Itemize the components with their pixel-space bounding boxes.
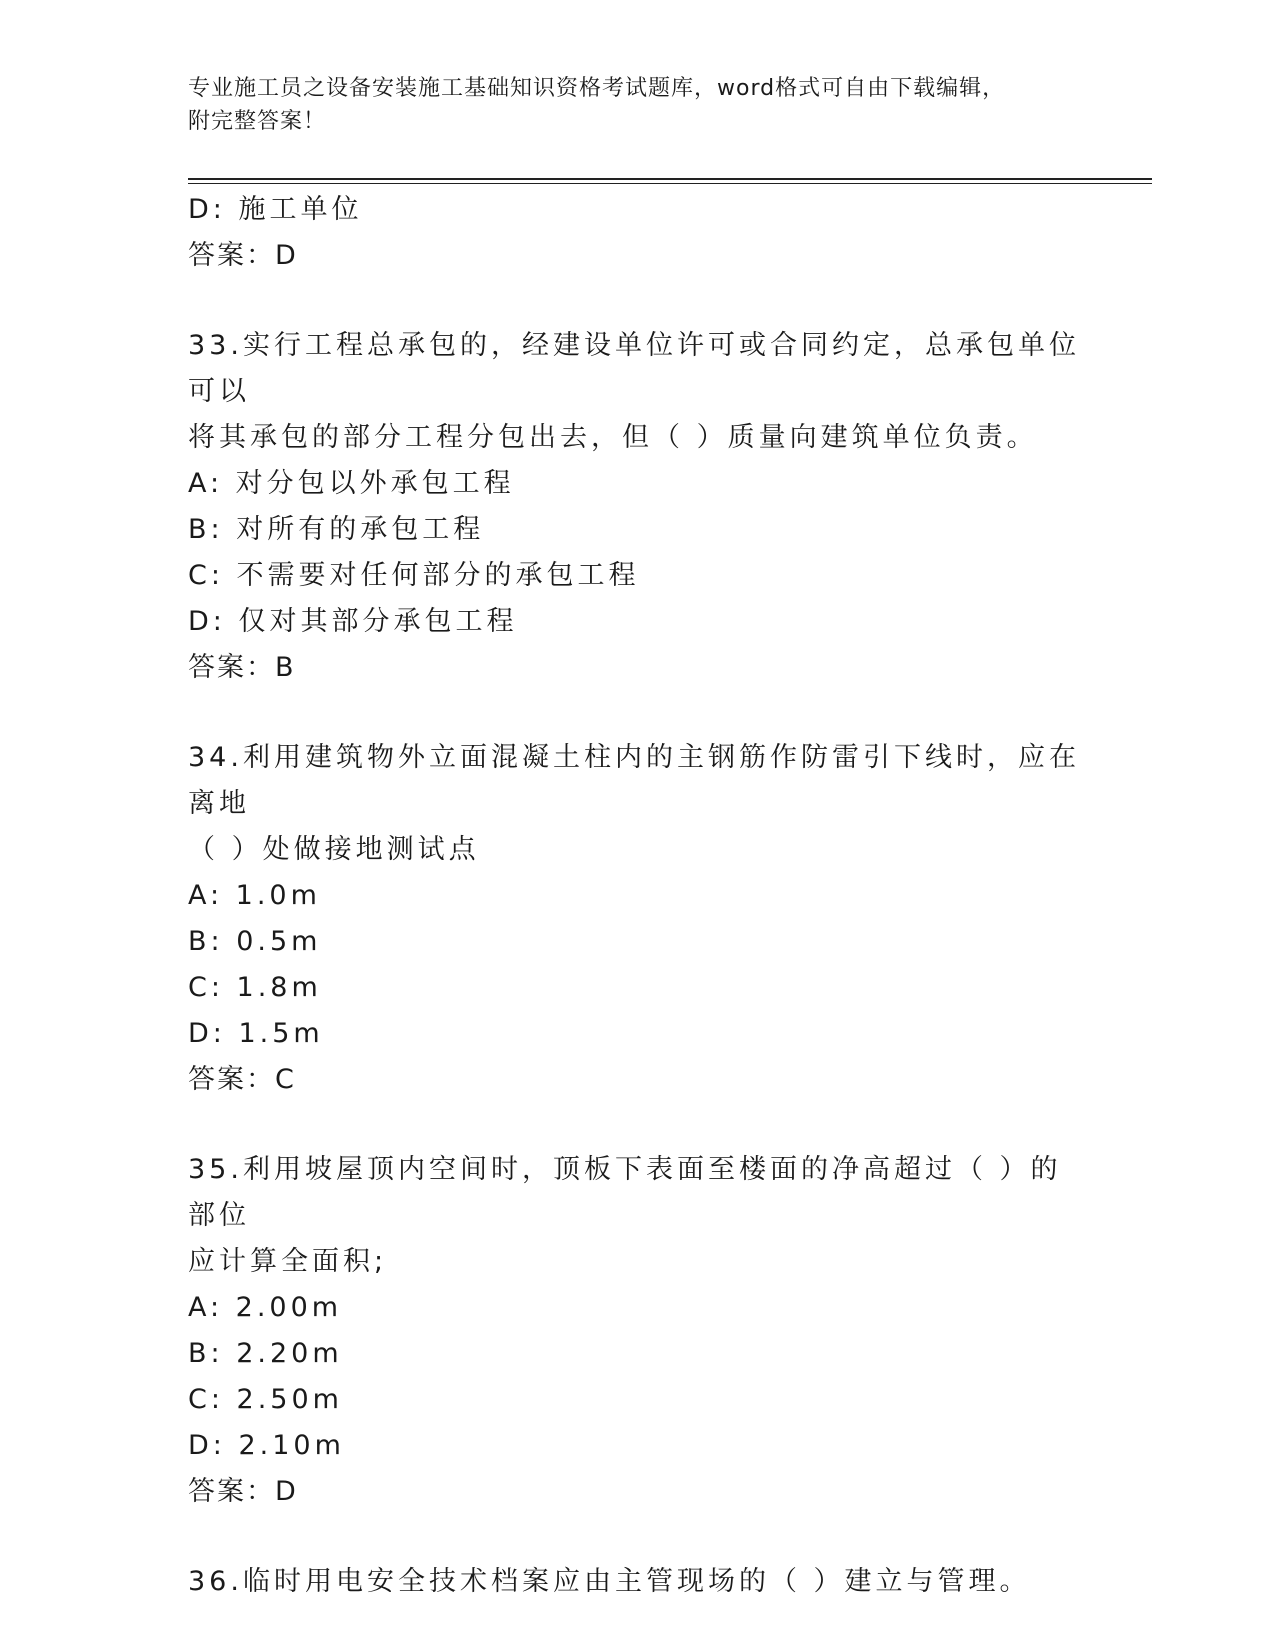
question-stem-line: 将其承包的部分工程分包出去，但（ ）质量向建筑单位负责。 — [188, 422, 1038, 453]
option-a: A: 2.00m — [188, 1292, 343, 1323]
option-b: B: 对所有的承包工程 — [188, 514, 485, 545]
question-stem-line: 35.利用坡屋顶内空间时，顶板下表面至楼面的净高超过（ ）的部位 — [188, 1154, 1062, 1231]
question-stem-line: （ ）处做接地测试点 — [188, 834, 480, 865]
header-line-1: 专业施工员之设备安装施工基础知识资格考试题库，word格式可自由下载编辑， — [188, 76, 1006, 101]
option-a: A: 1.0m — [188, 880, 321, 911]
answer: 答案：C — [188, 1064, 296, 1095]
question-list — [188, 187, 1088, 1605]
answer: 答案：B — [188, 652, 296, 683]
partial-question — [188, 187, 1088, 279]
header-line-2: 附完整答案！ — [188, 109, 327, 134]
option-c: C: 1.8m — [188, 972, 322, 1003]
question-36 — [188, 1559, 1088, 1605]
option-a: A: 对分包以外承包工程 — [188, 468, 515, 499]
option-c: C: 不需要对任何部分的承包工程 — [188, 560, 640, 591]
question-stem-line: 36.临时用电安全技术档案应由主管现场的（ ）建立与管理。 — [188, 1566, 1031, 1597]
option-d: D: 仅对其部分承包工程 — [188, 606, 518, 637]
question-33 — [188, 323, 1088, 691]
option-d: D: 施工单位 — [188, 194, 363, 225]
question-34 — [188, 735, 1088, 1103]
option-b: B: 2.20m — [188, 1338, 343, 1369]
answer: 答案：D — [188, 240, 298, 271]
header-divider-thin — [188, 183, 1152, 184]
question-35 — [188, 1147, 1088, 1515]
header-divider-thick — [188, 178, 1152, 180]
option-b: B: 0.5m — [188, 926, 322, 957]
answer: 答案：D — [188, 1476, 298, 1507]
option-c: C: 2.50m — [188, 1384, 343, 1415]
question-stem-line: 34.利用建筑物外立面混凝土柱内的主钢筋作防雷引下线时，应在离地 — [188, 742, 1080, 819]
question-stem-line: 应计算全面积; — [188, 1246, 388, 1277]
question-stem-line: 33.实行工程总承包的，经建设单位许可或合同约定，总承包单位可以 — [188, 330, 1080, 407]
option-d: D: 1.5m — [188, 1018, 324, 1049]
document-header — [188, 72, 1088, 138]
option-d: D: 2.10m — [188, 1430, 345, 1461]
